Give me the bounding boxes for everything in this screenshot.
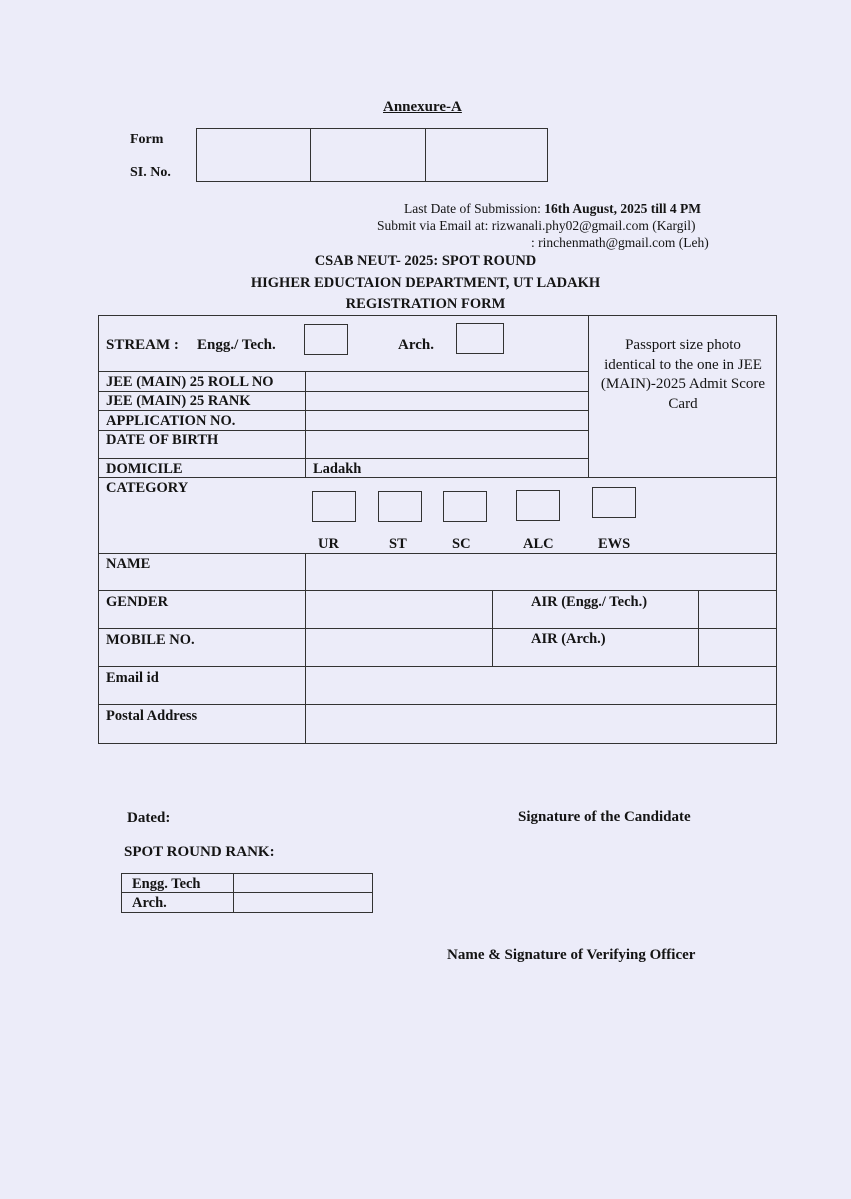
heading-line-1: CSAB NEUT- 2025: SPOT ROUND <box>314 253 537 269</box>
photo-placeholder[interactable] <box>600 336 766 414</box>
roll-no-field[interactable] <box>306 372 588 390</box>
submission-email-line-1: Submit via Email at: rizwanali.phy02@gmail.com (Kargil) <box>377 218 696 233</box>
stream-arch-checkbox[interactable] <box>456 323 504 354</box>
rank-row-engg-label: Engg. Tech <box>132 876 201 892</box>
serial-no-label: SI. No. <box>130 165 171 180</box>
category-alc-checkbox[interactable] <box>516 490 560 521</box>
dob-field[interactable] <box>306 431 588 458</box>
application-no-label: APPLICATION NO. <box>106 413 236 429</box>
stream-arch-label: Arch. <box>398 337 434 353</box>
annexure-title: Annexure-A <box>383 99 462 115</box>
name-field[interactable] <box>306 554 776 590</box>
rank-row-arch-label: Arch. <box>132 895 167 911</box>
air-arch-field[interactable] <box>699 629 776 666</box>
gender-field[interactable] <box>306 591 492 628</box>
category-ur-checkbox[interactable] <box>312 491 356 522</box>
air-engg-field[interactable] <box>699 591 776 628</box>
air-engg-label: AIR (Engg./ Tech.) <box>531 594 648 610</box>
heading-line-2: HIGHER EDUCTAION DEPARTMENT, UT LADAKH <box>250 275 601 291</box>
heading-line-3: REGISTRATION FORM <box>345 296 506 312</box>
mobile-field[interactable] <box>306 629 492 666</box>
domicile-value: Ladakh <box>313 461 362 477</box>
category-sc-label: SC <box>452 536 471 552</box>
last-date-prefix: Last Date of Submission: <box>404 201 545 216</box>
category-label: CATEGORY <box>106 480 189 496</box>
roll-no-label: JEE (MAIN) 25 ROLL NO <box>106 374 274 390</box>
candidate-signature-label: Signature of the Candidate <box>518 809 691 825</box>
category-st-label: ST <box>389 536 407 552</box>
application-no-field[interactable] <box>306 411 588 430</box>
email-field[interactable] <box>306 667 776 704</box>
last-date-line <box>404 202 701 216</box>
submission-email-line-2: : rinchenmath@gmail.com (Leh) <box>531 235 709 250</box>
stream-label: STREAM : <box>106 337 179 353</box>
category-st-checkbox[interactable] <box>378 491 422 522</box>
dob-label: DATE OF BIRTH <box>106 432 219 448</box>
email-label: Email id <box>106 670 159 686</box>
postal-address-label: Postal Address <box>106 708 198 724</box>
rank-row-engg-field[interactable] <box>234 874 372 892</box>
category-alc-label: ALC <box>523 536 554 552</box>
rank-field[interactable] <box>306 392 588 410</box>
mobile-label: MOBILE NO. <box>106 632 195 648</box>
category-sc-checkbox[interactable] <box>443 491 487 522</box>
stream-engg-label: Engg./ Tech. <box>197 337 276 353</box>
rank-label: JEE (MAIN) 25 RANK <box>106 393 251 409</box>
name-label: NAME <box>106 556 151 572</box>
postal-address-field[interactable] <box>306 705 776 743</box>
last-date-value: 16th August, 2025 till 4 PM <box>544 201 702 216</box>
category-ews-checkbox[interactable] <box>592 487 636 518</box>
form-serial-number-box[interactable] <box>196 128 548 182</box>
category-ur-label: UR <box>318 536 339 552</box>
dated-label: Dated: <box>127 810 171 826</box>
stream-engg-checkbox[interactable] <box>304 324 348 355</box>
gender-label: GENDER <box>106 594 169 610</box>
photo-instruction: Passport size photo identical to the one in JEE (MAIN)-2025 Admit Score Card <box>600 337 766 412</box>
rank-row-arch-field[interactable] <box>234 893 372 912</box>
form-no-label: Form <box>130 132 164 147</box>
spot-round-rank-label: SPOT ROUND RANK: <box>124 844 275 860</box>
domicile-label: DOMICILE <box>106 461 183 477</box>
category-ews-label: EWS <box>598 536 631 552</box>
air-arch-label: AIR (Arch.) <box>531 631 606 647</box>
verifying-officer-label: Name & Signature of Verifying Officer <box>447 947 696 963</box>
